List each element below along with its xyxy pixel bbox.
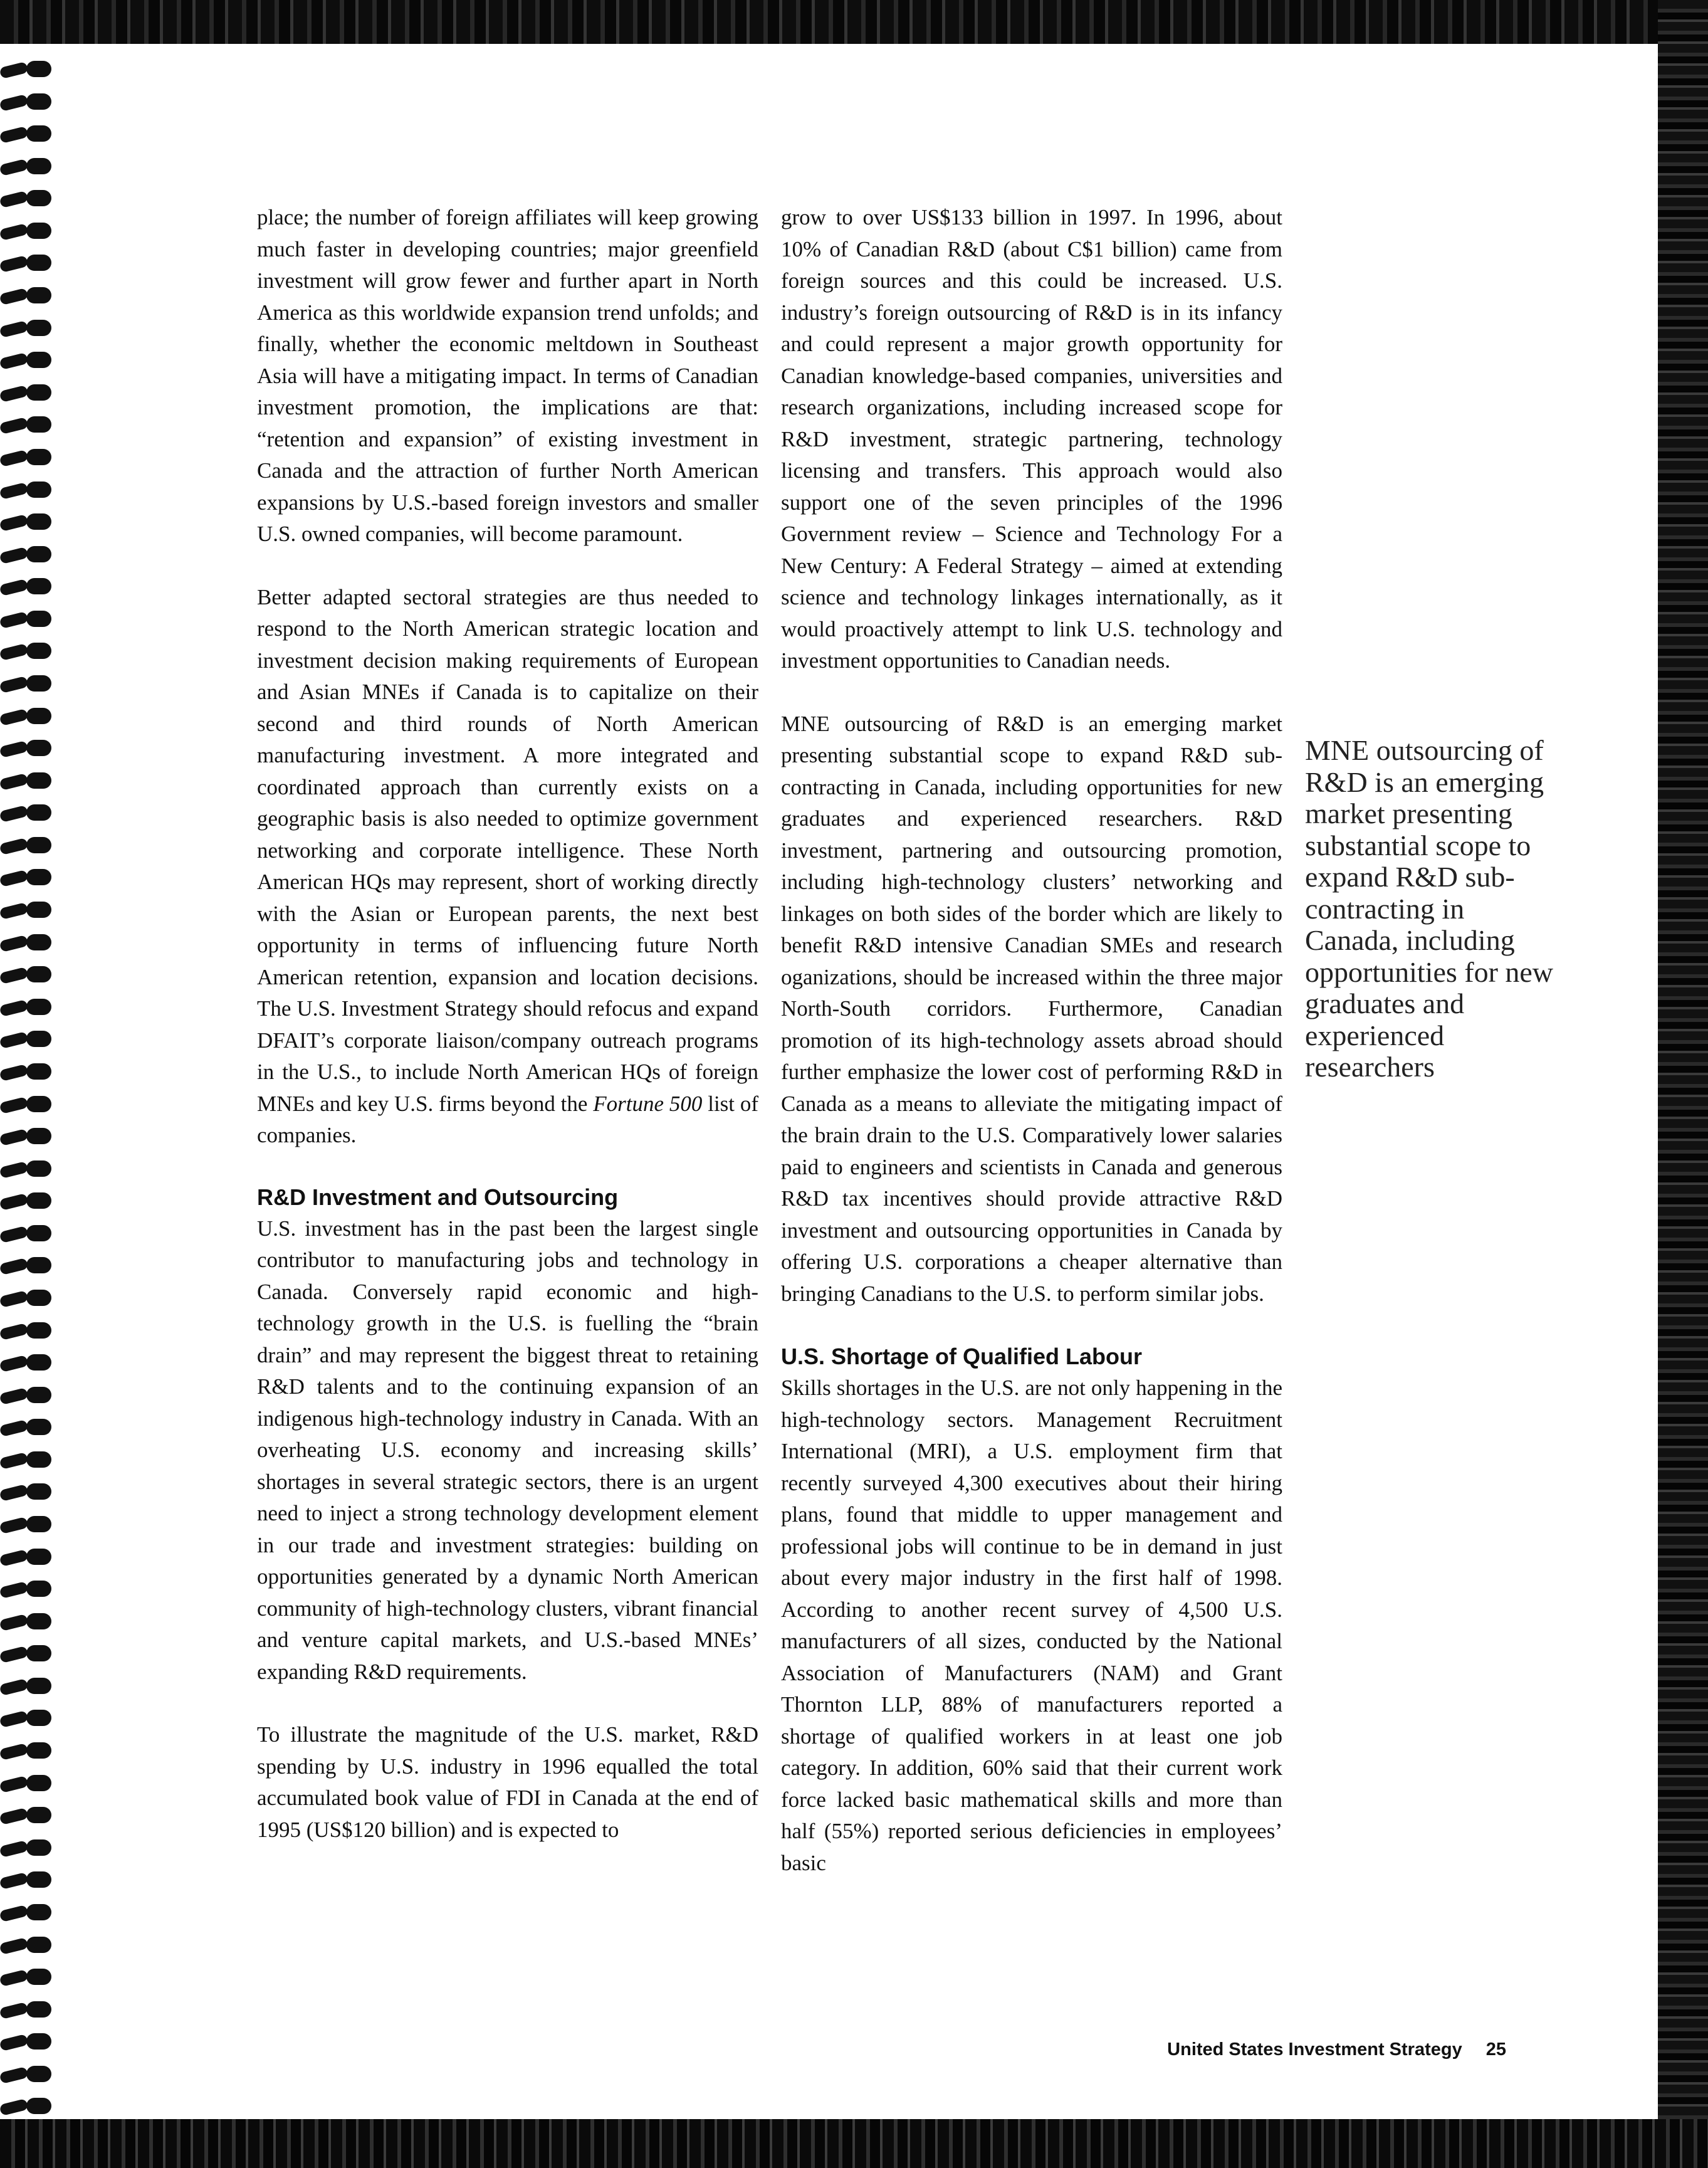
binding-coil — [0, 803, 51, 822]
binding-coil — [0, 1644, 51, 1663]
binding-coil — [0, 1838, 51, 1857]
binding-coil — [0, 1062, 51, 1081]
left-paragraph-2 — [257, 582, 758, 1152]
binding-coil — [0, 1288, 51, 1307]
pull-quote: MNE outsourcing of R&D is an emerging market presenting substantial scope to expand R&D sub-contracting in Canada, including opportunities for new graduates and experienced researchers — [1305, 734, 1554, 1083]
binding-coil — [0, 253, 51, 272]
middle-paragraph-3: Skills shortages in the U.S. are not only happening in the high-technology sectors. Management Recruitment International (MRI), a U.S. employment firm that recently surveyed 4,300 executives about their hiring plans, found that middle to upper management and professional jobs will continue to be in demand in just about every major industry in the first half of 1998. According to another recent survey of 4,500 U.S. manufacturers of all sizes, conducted by the National Association of Manufacturers (NAM) and Grant Thornton LLP, 88% of manufacturers reported a shortage of qualified workers in at least one job category. In addition, 60% said that their current work force lacked basic mathematical skills and more than half (55%) reported serious deficiencies in employees’ basic — [781, 1376, 1282, 1875]
binding-coil — [0, 609, 51, 628]
binding-coil — [0, 60, 51, 78]
binding-coil — [0, 868, 51, 887]
binding-coil — [0, 1127, 51, 1145]
binding-coil — [0, 1321, 51, 1340]
binding-coil — [0, 1676, 51, 1695]
binding-coil — [0, 900, 51, 919]
binding-coil — [0, 2000, 51, 2019]
binding-coil — [0, 318, 51, 337]
binding-coil — [0, 545, 51, 564]
middle-column — [781, 202, 1282, 1879]
binding-coil — [0, 674, 51, 693]
binding-coil — [0, 286, 51, 305]
binding-coil — [0, 124, 51, 143]
running-title: United States Investment Strategy — [1167, 2039, 1462, 2060]
binding-coil — [0, 1256, 51, 1275]
binding-coil — [0, 1612, 51, 1631]
binding-coil — [0, 157, 51, 176]
binding-coil — [0, 1386, 51, 1404]
binding-coil — [0, 1418, 51, 1436]
left-paragraph-4: To illustrate the magnitude of the U.S. market, R&D spending by U.S. industry in 1996 equalled the total accumulated book value of FDI in Canada at the end of 1995 (US$120 billion) and is expected to — [257, 1722, 758, 1842]
binding-coil — [0, 1935, 51, 1954]
binding-coil — [0, 836, 51, 855]
binding-coil — [0, 577, 51, 596]
binding-coil — [0, 1547, 51, 1566]
binding-coil — [0, 1774, 51, 1792]
binding-coil — [0, 189, 51, 208]
binding-coil — [0, 415, 51, 434]
page-footer — [1155, 2039, 1506, 2060]
binding-coil — [0, 997, 51, 1016]
binding-coil — [0, 1870, 51, 1889]
binding-coil — [0, 739, 51, 757]
binding-coil — [0, 1806, 51, 1824]
page-number: 25 — [1485, 2039, 1506, 2060]
binding-coil — [0, 1353, 51, 1372]
binding-coil — [0, 1450, 51, 1469]
binding-coil — [0, 707, 51, 725]
binding-coil — [0, 1903, 51, 1922]
binding-coil — [0, 965, 51, 984]
binding-coil — [0, 641, 51, 660]
scan-border-top — [0, 0, 1708, 44]
binding-coil — [0, 771, 51, 790]
binding-coil — [0, 933, 51, 952]
binding-coil — [0, 1967, 51, 1986]
binding-coil — [0, 2065, 51, 2083]
section-heading-labour: U.S. Shortage of Qualified Labour — [781, 1344, 1143, 1369]
left-column — [257, 202, 758, 1846]
binding-coil — [0, 1029, 51, 1048]
fortune-500-italic: Fortune 500 — [593, 1091, 703, 1116]
binding-coil — [0, 92, 51, 111]
binding-coil — [0, 383, 51, 402]
left-paragraph-3: U.S. investment has in the past been the largest single contributor to manufacturing jobs and technology in Canada. Conversely rapid economic and high-technology growth in the U.S. is fuelling the “brain drain” and may represent the biggest threat to retaining R&D talents and to the continuing expansion of an indigenous high-technology industry in Canada. With an overheating U.S. economy and increasing skills’ shortages in several strategic sectors, there is an urgent need to inject a strong technology development element in our trade and investment strategies: building on opportunities generated by a dynamic North American community of high-technology clusters, vibrant financial and venture capital markets, and U.S.-based MNEs’ expanding R&D requirements. — [257, 1216, 758, 1684]
binding-coil — [0, 1482, 51, 1501]
binding-coil — [0, 1741, 51, 1760]
binding-coil — [0, 350, 51, 369]
left-paragraph-2-text-b: list of companies. — [257, 1091, 759, 1147]
binding-coil — [0, 2032, 51, 2051]
binding-coil — [0, 2097, 51, 2115]
binding-coil — [0, 1708, 51, 1727]
binding-coil — [0, 1224, 51, 1243]
binding-coil — [0, 1579, 51, 1598]
spiral-binding — [0, 60, 58, 2116]
scan-border-bottom — [0, 2119, 1708, 2168]
binding-coil — [0, 1095, 51, 1113]
middle-paragraph-1: grow to over US$133 billion in 1997. In 1996, about 10% of Canadian R&D (about C$1 billion) came from foreign sources and this could be increased. U.S. industry’s foreign outsourcing of R&D is in its infancy and could represent a major growth opportunity for Canadian knowledge-based companies, universities and research organizations, including increased scope for R&D investment, strategic partnering, technology licensing and transfers. This approach would also support one of the seven principles of the 1996 Government review – Science and Technology For a New Century: A Federal Strategy – aimed at extending science and technology linkages internationally, as it would proactively attempt to link U.S. technology and investment opportunities to Canadian needs. — [781, 205, 1282, 673]
binding-coil — [0, 1191, 51, 1210]
section-heading-rd: R&D Investment and Outsourcing — [257, 1184, 619, 1210]
binding-coil — [0, 1159, 51, 1178]
binding-coil — [0, 1515, 51, 1534]
middle-paragraph-2: MNE outsourcing of R&D is an emerging market presenting substantial scope to expand R&D sub-contracting in Canada, including opportunities for new graduates and experienced researchers. R&D investment, partnering and outsourcing promotion, including high-technology clusters’ networking and linkages on both sides of the border which are likely to benefit R&D intensive Canadian SMEs and research oganizations, should be increased within the three major North-South corridors. Furthermore, Canadian promotion of its high-technology assets abroad should further emphasize the lower cost of performing R&D in Canada as a means to alleviate the mitigating impact of the brain drain to the U.S. Comparatively lower salaries paid to engineers and scientists in Canada and generous R&D tax incentives should provide attractive R&D investment and outsourcing opportunities in Canada by offering U.S. corporations a cheaper alternative than bringing Canadians to the U.S. to perform similar jobs. — [781, 711, 1282, 1306]
binding-coil — [0, 480, 51, 499]
scan-border-right — [1658, 0, 1708, 2168]
binding-coil — [0, 448, 51, 466]
left-paragraph-1: place; the number of foreign affiliates will keep growing much faster in developing countries; major greenfield investment will grow fewer and further apart in North America as this worldwide expansion trend unfolds; and finally, whether the economic meltdown in Southeast Asia will have a mitigating impact. In terms of Canadian investment promotion, the implications are that: “retention and expansion” of existing investment in Canada and the attraction of further North American expansions by U.S.-based foreign investors and smaller U.S. owned companies, will become paramount. — [257, 205, 758, 546]
left-paragraph-2-text-a: Better adapted sectoral strategies are thus needed to respond to the North American strategic location and investment decision making requirements of European and Asian MNEs if Canada is to capitalize on their second and third rounds of North American manufacturing investment. A more integrated and coordinated approach than currently exists on a geographic basis is also needed to optimize government networking and corporate intelligence. These North American HQs may represent, short of working directly with the Asian or European parents, the next best opportunity in terms of influencing future North American retention, expansion and location decisions. The U.S. Investment Strategy should refocus and expand DFAIT’s corporate liaison/company outreach programs in the U.S., to include North American HQs of foreign MNEs and key U.S. firms beyond the — [257, 584, 758, 1116]
binding-coil — [0, 221, 51, 240]
binding-coil — [0, 512, 51, 531]
